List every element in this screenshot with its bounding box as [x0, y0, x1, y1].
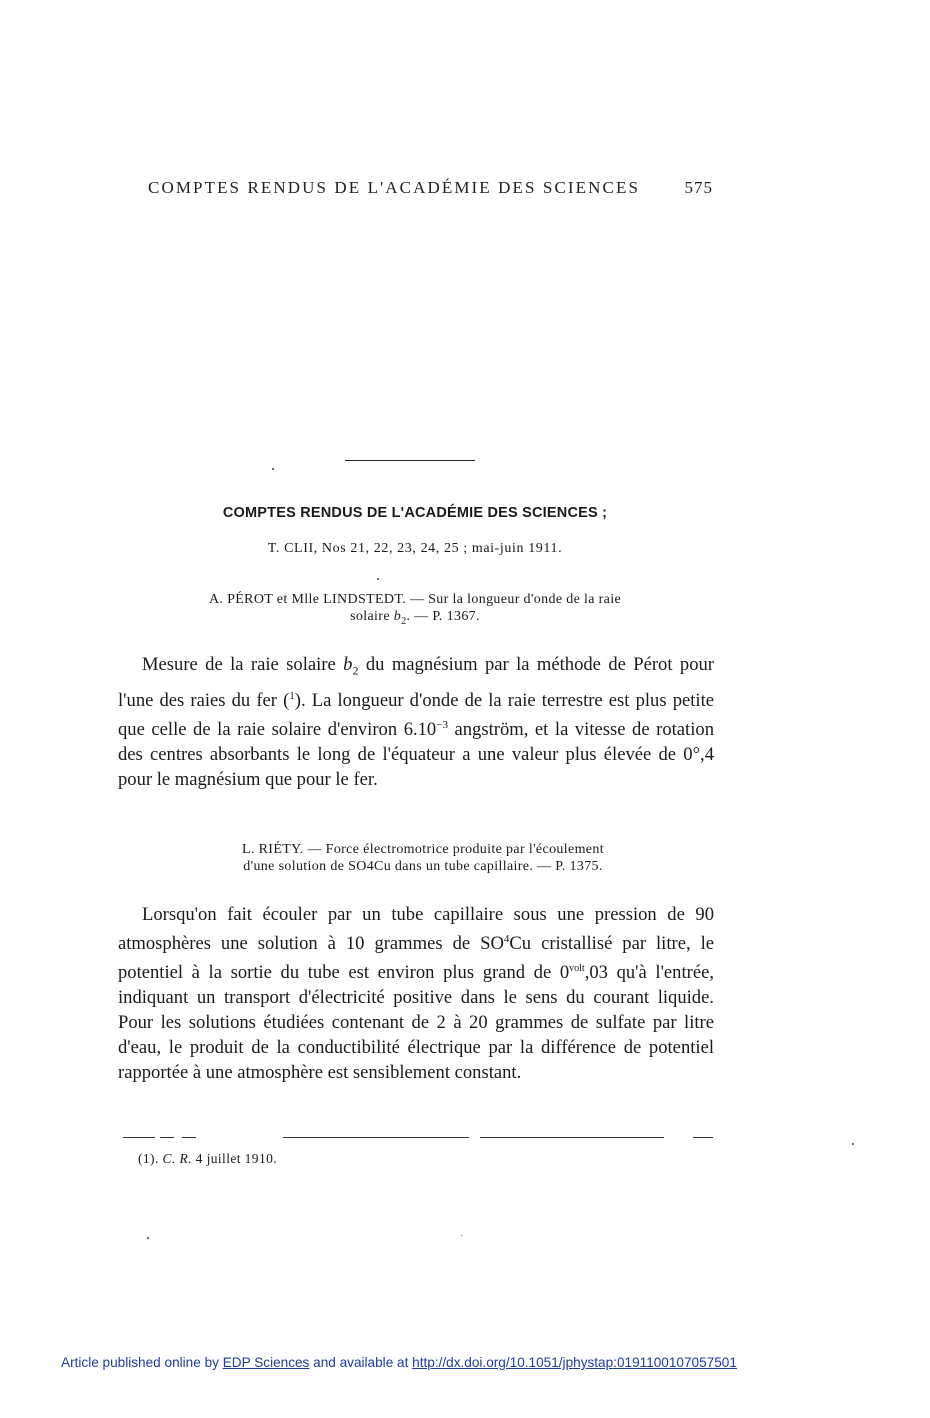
entry-heading-riety — [150, 841, 696, 875]
print-speck — [852, 1143, 854, 1145]
footnote-rule-segment — [123, 1137, 155, 1138]
print-speck — [272, 468, 274, 470]
publisher-text: Article published online by — [61, 1355, 223, 1370]
section-title: COMPTES RENDUS DE L'ACADÉMIE DES SCIENCES ; — [222, 505, 608, 521]
edp-sciences-link[interactable]: EDP Sciences — [222, 1355, 310, 1370]
publisher-text: and available at — [309, 1355, 413, 1370]
footnote-rule-segment — [160, 1137, 174, 1138]
entry-heading-perot — [150, 591, 680, 630]
page-number: 575 — [684, 178, 713, 197]
entry-heading-line: A. PÉROT et Mlle LINDSTEDT. — Sur la longueur d'onde de la raie — [208, 592, 622, 607]
print-speck — [461, 1235, 462, 1236]
publisher-line — [61, 1355, 737, 1370]
doi-link[interactable]: http://dx.doi.org/10.1051/jphystap:0191100107057501 — [412, 1355, 737, 1370]
section-separator-rule — [345, 460, 475, 461]
entry-body-riety: Lorsqu'on fait écouler par un tube capillaire sous une pression de 90 atmosphères une solution à 10 grammes de $SO^4Cu$ cristallisé par litre, le potentiel à la sortie du tube est environ plus grand de $0^{volt},03$ qu'à l'entrée, indiquant un transport d'électricité positive dans le sens du courant liquide. Pour les solutions étudiées contenant de 2 à 20 grammes de sulfate par litre d'eau, le produit de la conductibilité électrique par la différence de potentiel rapportée à une atmosphère est sensiblement constant. — [118, 904, 715, 1084]
entry-body-perot: Mesure de la raie solaire $b_2$ du magnésium par la méthode de Pérot pour l'une des raies du fer ($^1$). La longueur d'onde de la raie terrestre est plus petite que celle de la raie solaire d'environ $6.10^{-3}$ angström, et la vitesse de rotation des centres absorbants le long de l'équateur a une valeur plus élevée de 0°,4 pour le magnésium que pour le fer. — [118, 654, 714, 791]
entry-heading-line: d'une solution de SO4Cu dans un tube capillaire. — P. 1375. — [243, 859, 603, 874]
footnote: (1). C. R. 4 juillet 1910. — [138, 1151, 278, 1166]
issue-line: T. CLII, Nos 21, 22, 23, 24, 25 ; mai-juin 1911. — [267, 541, 563, 556]
entry-heading-line: solaire $b_2$. — P. 1367. — [350, 609, 480, 627]
footnote-rule-segment — [182, 1137, 196, 1138]
print-speck — [147, 1237, 149, 1239]
print-speck — [377, 578, 379, 580]
footnote-rule-segment — [693, 1137, 713, 1138]
running-head — [148, 178, 713, 198]
running-head-title: COMPTES RENDUS DE L'ACADÉMIE DES SCIENCES — [148, 178, 640, 197]
entry-heading-line: L. RIÉTY. — Force électromotrice produite par l'écoulement — [242, 842, 604, 857]
footnote-rule-segment — [480, 1137, 664, 1138]
footnote-rule-segment — [283, 1137, 469, 1138]
